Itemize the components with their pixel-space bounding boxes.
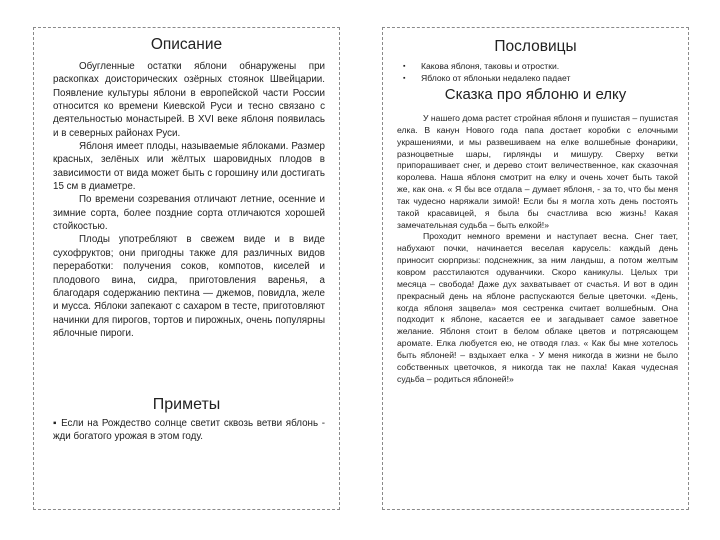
primety-body <box>53 417 325 444</box>
skazka-paragraph: У нашего дома растет стройная яблоня и пушистая – пушистая елка. В канун Нового года папа достает коробки с елочными украшениями, и мы развешиваем на елке волшебные фонарики, разноцветные шары, гирлянды и мишуру. Сверху ветки припорашивает снег, и дерево стоит величественное, как сказочная королева. Наша яблоня смотрит на елку и очень хочет быть такой же, как она. « Я бы все отдала – думает яблоня, - за то, что бы меня так чудесно наряжали зимой! Если бы я могла хоть день постоять такой красавицей, я была бы счастлива всю жизнь! Какая замечательная судьба – быть елкой!» <box>397 113 678 230</box>
opisanie-paragraph: Плоды употребляют в свежем виде и в виде сухофруктов; они пригодны также для различных видов переработки: получения соков, компотов, киселей и плодового вина, сидра, приготовления варенья, а благодаря содержанию пектина — джемов, повидла, желе и мусса. Яблоки запекают с сахаром в тесте, приготовляют начинки для пирогов, тортов и пирожных, очень популярны яблочные пироги. <box>53 234 325 339</box>
poslovitsy-title: Пословицы <box>494 38 577 55</box>
opisanie-paragraph: Обугленные остатки яблони обнаружены при раскопках доисторических озёрных стоянок Швейцарии. Появление культуры яблони в европейской части России относится ко времени Киевской Руси и тесно связано с деятельностью монастырей. В XVI веке яблоня появилась и в северных районах Руси. <box>53 61 325 139</box>
opisanie-title: Описание <box>150 36 223 53</box>
primeta-text: Если на Рождество солнце светит сквозь ветви яблонь - жди богатого урожая в этом году. <box>53 418 325 443</box>
opisanie-paragraph: Яблоня имеет плоды, называемые яблоками. Размер красных, зелёных или жёлтых шаровидных плодов в зависимости от вида может быть с горошину или достигать 15 см в диаметре. <box>53 141 325 193</box>
proverb-item: ▪ Яблоко от яблоньки недалеко падает <box>401 73 678 85</box>
left-page <box>33 27 340 510</box>
opisanie-paragraph: По времени созревания отличают летние, осенние и зимние сорта, более поздние сорта отличаются хорошей стойкостью. <box>53 194 325 233</box>
bullet-icon: ▪ <box>53 418 62 429</box>
primety-title: Приметы <box>152 396 221 413</box>
skazka-body <box>397 113 678 385</box>
skazka-paragraph: Проходит немного времени и наступает весна. Снег тает, набухают почки, начинается веселая карусель: каждый день приносит сюрпризы: подснежник, за ним ландыш, а потом желтым ковром расстилаются одуванчики. Скоро каникулы. Целых три месяца – свобода! Даже дух захватывает от счастья. И вот в один прекрасный день на яблоне распускаются белые цветочки. «День, когда яблоня зацвела» моя сестренка считает волшебным. Она подходит к яблоне, касается ее и загадывает самое заветное желание. Яблоня стоит в белом облаке цветов и потрясающем аромате. Елка любуется ею, не отводя глаз. « Как бы мне хотелось быть яблоней! – вздыхает елка - У меня никогда в жизни не было собственных цветочков, я никогда так не пахла! Какая чудесная судьба – родиться яблоней!» <box>397 231 678 384</box>
proverb-item: ▪ Какова яблоня, таковы и отростки. <box>401 61 678 73</box>
right-page <box>382 27 689 510</box>
proverbs-list <box>401 61 678 85</box>
skazka-title: Сказка про яблоню и елку <box>444 86 627 103</box>
opisanie-body <box>53 60 325 340</box>
